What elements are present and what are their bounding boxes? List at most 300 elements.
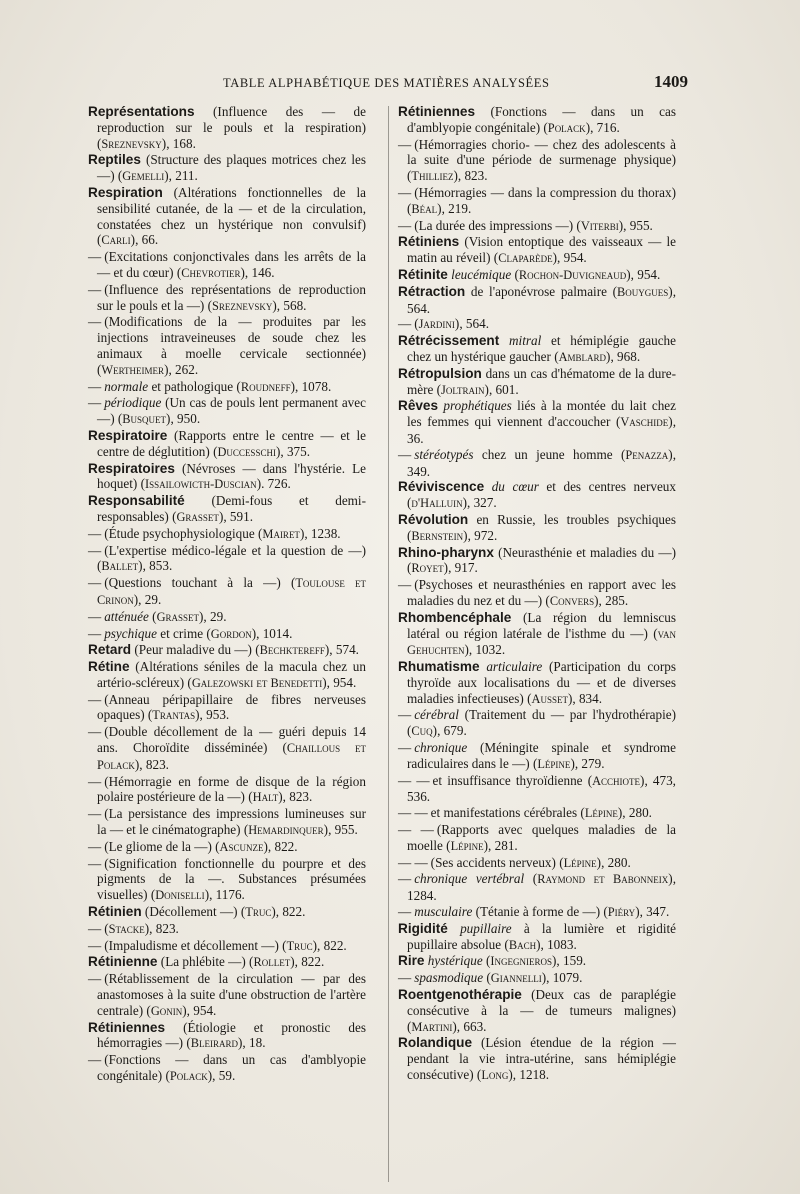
entry-reference: ), 280. xyxy=(596,854,631,870)
entry-text: (L'expertise médico-légale et la question de —) ( xyxy=(97,542,366,574)
index-subentry xyxy=(398,740,676,773)
entry-text: (Un cas de pouls lent permanent avec —) ( xyxy=(97,395,366,427)
page-number: 1409 xyxy=(654,72,688,91)
entry-text: (Lésion étendue de la région — pendant la vie intra-utérine, sans hémiplégie consécutive) ( xyxy=(407,1035,676,1083)
entry-dash: — xyxy=(398,184,412,200)
entry-author: Lépine xyxy=(450,838,484,853)
entry-headword: Respiratoire xyxy=(88,427,168,443)
index-subentry xyxy=(88,575,366,609)
entry-dash: — xyxy=(398,316,412,332)
entry-text: (Décollement —) ( xyxy=(141,904,246,920)
entry-italic: spasmodique xyxy=(414,970,484,986)
entry-dash: — — xyxy=(398,772,430,788)
entry-headword: Rhumatisme xyxy=(398,659,480,675)
entry-italic: périodique xyxy=(104,395,162,411)
entry-text: à la lumière et rigidité pupillaire absolue ( xyxy=(407,920,676,952)
entry-author: Bechktereff xyxy=(259,643,325,658)
entry-reference: ), 822. xyxy=(271,904,306,920)
entry-dash: — — xyxy=(398,854,428,870)
entry-author: Raymond et Babonneix xyxy=(537,872,669,887)
entry-author: van Gehuchten xyxy=(407,626,676,658)
entry-reference: ), 950. xyxy=(166,411,201,427)
entry-dash: — xyxy=(398,707,412,723)
entry-dash: — xyxy=(398,136,412,152)
entry-text: (Double décollement de la — guéri depuis 14 ans. Choroïdite disséminée) ( xyxy=(97,724,366,756)
entry-text: ( xyxy=(104,920,109,936)
entry-author: Gemelli xyxy=(122,169,165,184)
entry-author: Lépine xyxy=(563,855,597,870)
entry-headword: Rétiniennes xyxy=(88,1019,166,1035)
index-subentry xyxy=(88,609,366,626)
entry-reference: ), 954. xyxy=(182,1002,217,1018)
left-column xyxy=(88,104,366,1085)
index-subentry xyxy=(88,839,366,856)
entry-text: ( xyxy=(483,970,491,986)
entry-author: Bernstein xyxy=(411,528,464,543)
entry-reference: ), 823. xyxy=(278,789,313,805)
entry-reference: ), 954. xyxy=(322,674,357,690)
entry-text: (Hémorragies — dans la compression du thorax) ( xyxy=(407,184,676,216)
entry-reference: ), 347. xyxy=(635,904,670,920)
entry-author: Wertheimer xyxy=(101,362,165,377)
entry-dash: — xyxy=(398,446,412,462)
entry-author: Amblard xyxy=(558,349,607,364)
entry-author: Royet xyxy=(411,561,444,576)
entry-reference: ), 473, 536. xyxy=(407,772,676,805)
entry-author: Viterbi xyxy=(580,218,619,233)
entry-italic: chronique xyxy=(414,740,468,756)
entry-text: (Influence des — de reproduction sur le pouls et la respiration) ( xyxy=(97,104,366,151)
entry-author: Ascunze xyxy=(219,839,264,854)
entry-text: et des centres nerveux ( xyxy=(407,479,676,511)
entry-headword: Révolution xyxy=(398,511,469,527)
index-subentry xyxy=(398,970,676,987)
entry-headword: Retard xyxy=(88,642,132,658)
index-subentry xyxy=(398,185,676,218)
entry-headword: Respiratoires xyxy=(88,460,175,476)
index-entry xyxy=(398,284,676,317)
index-subentry xyxy=(88,938,366,955)
entry-text: (La persistance des impressions lumineuses sur la — et le cinématographe) ( xyxy=(97,806,366,838)
index-subentry xyxy=(88,626,366,643)
entry-dash: — xyxy=(88,1052,102,1068)
index-subentry xyxy=(88,314,366,378)
index-entry xyxy=(88,185,366,249)
entry-author: Truc xyxy=(245,905,272,920)
entry-author: Doniselli xyxy=(155,888,205,903)
entry-author: Issailowicth-Duscian xyxy=(144,477,257,492)
entry-reference: ), 219. xyxy=(437,200,472,216)
entry-author: Gonin xyxy=(150,1003,183,1018)
entry-dash: — xyxy=(88,281,102,297)
entry-text: dans un cas d'hématome de la dure-mère ( xyxy=(407,365,676,397)
entry-reference: ), 279. xyxy=(570,755,605,771)
entry-italic: pupillaire xyxy=(447,920,512,936)
entry-italic: hystérique xyxy=(424,953,483,969)
entry-author: Bouygues xyxy=(617,284,669,299)
entry-author: Polack xyxy=(169,1069,208,1084)
entry-text: (Altérations fonctionnelles de la sensibilité cutanée, de la — et de la circulation, constatées chez un hystérique non convulsif) ( xyxy=(97,184,366,248)
page-header xyxy=(88,72,688,92)
entry-reference: ), 1032. xyxy=(464,642,506,658)
entry-author: Stacke xyxy=(108,921,145,936)
entry-author: Piéry xyxy=(607,905,636,920)
entry-author: Bach xyxy=(508,937,537,952)
index-subentry xyxy=(88,543,366,576)
index-entry xyxy=(398,104,676,137)
entry-text: (La région du lemniscus latéral ou région latérale de l'isthme du —) ( xyxy=(407,609,676,641)
entry-reference: ), 564. xyxy=(407,283,676,316)
entry-text: (Étude psychophysiologique ( xyxy=(104,525,263,541)
entry-author: Grasset xyxy=(176,509,219,524)
entry-reference: ), 349. xyxy=(407,446,676,479)
index-subentry xyxy=(88,774,366,807)
entry-text: (Rapports avec quelques maladies de la moelle ( xyxy=(407,822,676,853)
entry-author: Lépine xyxy=(584,806,618,821)
entry-reference: ), 968. xyxy=(606,348,641,364)
entry-reference: ), 601. xyxy=(484,381,519,397)
entry-author: Rollet xyxy=(253,955,291,970)
entry-reference: ), 1176. xyxy=(204,887,245,903)
entry-headword: Rêves xyxy=(398,398,439,414)
entry-author: Martini xyxy=(411,1019,453,1034)
index-entry xyxy=(398,512,676,545)
entry-text: (Rapports entre le centre — et le centre de déglutition) ( xyxy=(97,427,366,459)
entry-dash: — xyxy=(88,525,102,541)
entry-author: Bleirard xyxy=(190,1036,239,1051)
entry-reference: ), 954. xyxy=(626,266,661,282)
index-entry xyxy=(398,953,676,970)
index-entry xyxy=(88,461,366,494)
entry-dash: — xyxy=(88,542,102,558)
entry-reference: ), 211. xyxy=(164,168,198,184)
entry-text: en Russie, les troubles psychiques ( xyxy=(407,511,676,543)
entry-reference: ), 1079. xyxy=(541,970,583,986)
entry-italic: mitral xyxy=(499,333,542,349)
entry-reference: ), 280. xyxy=(617,805,652,821)
index-subentry xyxy=(88,395,366,428)
index-subentry xyxy=(398,855,676,872)
entry-reference: ), 972. xyxy=(463,527,498,543)
entry-reference: ), 823. xyxy=(453,168,488,184)
entry-dash: — xyxy=(88,724,102,740)
entry-text: (Ses accidents nerveux) ( xyxy=(430,854,564,870)
index-entry xyxy=(398,921,676,954)
entry-text: (Altérations séniles de la macula chez un artério-scléreux) ( xyxy=(97,659,366,690)
entry-reference: ), 834. xyxy=(567,690,603,706)
index-subentry xyxy=(398,447,676,480)
index-subentry xyxy=(398,773,676,806)
entry-author: Toulouse et Crinon xyxy=(97,576,366,607)
entry-italic: cérébral xyxy=(414,707,459,723)
entry-text: (Questions touchant à la —) ( xyxy=(104,575,296,591)
index-subentry xyxy=(88,1052,366,1085)
index-subentry xyxy=(88,856,366,904)
entry-text: (Neurasthénie et maladies du —) ( xyxy=(407,544,676,576)
entry-text: (Demi-fous et demi-responsables) ( xyxy=(97,493,366,524)
entry-dash: — xyxy=(88,378,102,394)
entry-reference: ), 1238. xyxy=(299,525,341,541)
entry-author: Ballet xyxy=(101,559,139,574)
entry-headword: Rétinienne xyxy=(88,954,158,970)
entry-italic: psychique xyxy=(104,625,157,641)
entry-italic: articulaire xyxy=(479,659,543,675)
entry-reference: ), 59. xyxy=(207,1068,236,1084)
index-entry xyxy=(88,428,366,461)
entry-headword: Rétinien xyxy=(88,904,142,920)
entry-headword: Réviviscence xyxy=(398,479,485,495)
index-subentry xyxy=(398,822,676,855)
entry-text: (Méningite spinale et syndrome radiculaires dans le —) ( xyxy=(407,740,676,771)
entry-italic: chronique vertébral xyxy=(414,871,525,887)
entry-reference: ), 679. xyxy=(432,723,467,739)
entry-text: (Tétanie à forme de —) ( xyxy=(472,904,608,920)
entry-author: Rochon-Duvigneaud xyxy=(518,267,627,282)
entry-author: Roudneff xyxy=(240,379,291,394)
entry-headword: Représentations xyxy=(88,104,195,119)
index-entry xyxy=(88,904,366,921)
entry-author: Galezowski et Benedetti xyxy=(191,675,323,690)
entry-dash: — xyxy=(398,217,412,233)
entry-author: Béal xyxy=(411,201,438,216)
entry-text: ( xyxy=(148,608,157,624)
entry-dash: — xyxy=(88,920,102,936)
entry-headword: Rétrécissement xyxy=(398,333,500,349)
entry-text: (Modifications de la — produites par les injections intraveineuses de soude chez les animaux à moelle cervicale sectionnée) ( xyxy=(97,314,366,377)
entry-reference: ), 823. xyxy=(144,920,179,936)
entry-headword: Rétiniens xyxy=(398,234,460,250)
entry-author: Carli xyxy=(101,233,131,248)
entry-dash: — xyxy=(88,971,102,987)
entry-reference: ), 1083. xyxy=(536,936,577,952)
entry-text: (Traitement du — par l'hydrothérapie) ( xyxy=(407,707,676,739)
entry-dash: — xyxy=(88,773,102,789)
entry-reference: ), 564. xyxy=(454,316,489,332)
entry-text: de l'aponévrose palmaire ( xyxy=(465,283,618,299)
index-subentry xyxy=(88,971,366,1019)
entry-text: ( xyxy=(414,316,419,332)
entry-reference: ), 1218. xyxy=(508,1067,550,1083)
entry-text: (Influence des représentations de reproduction sur le pouls et la —) ( xyxy=(97,281,366,313)
entry-reference: ), 375. xyxy=(275,443,311,459)
index-entry xyxy=(88,659,366,692)
entry-author: Polack xyxy=(547,120,586,135)
entry-dash: — xyxy=(88,838,102,854)
entry-author: Ausset xyxy=(531,691,568,706)
entry-reference: ), 18. xyxy=(238,1035,266,1051)
entry-text: (Participation du corps thyroïde aux localisations du — et de diverses maladies infectieuses) ( xyxy=(407,659,676,706)
entry-text: (La durée des impressions —) ( xyxy=(414,217,581,233)
entry-dash: — xyxy=(88,691,102,707)
entry-text: (Névroses — dans l'hystérie. Le hoquet) ( xyxy=(97,460,366,492)
entry-author: Cuq xyxy=(411,724,433,739)
entry-text: et manifestations cérébrales ( xyxy=(430,805,585,821)
entry-author: Halt xyxy=(252,790,279,805)
entry-author: Acchiote xyxy=(592,773,641,788)
entry-headword: Rétraction xyxy=(398,283,466,299)
entry-reference: ), 917. xyxy=(443,560,478,576)
entry-reference: ), 66. xyxy=(130,232,159,248)
entry-italic: stéréotypés xyxy=(414,446,474,462)
entry-headword: Rhino-pharynx xyxy=(398,544,494,560)
entry-reference: ), 853. xyxy=(138,558,173,574)
index-subentry xyxy=(88,692,366,725)
index-subentry xyxy=(398,904,676,921)
entry-author: Convers xyxy=(549,593,595,608)
entry-text: (Structure des plaques motrices chez les —) ( xyxy=(97,152,366,184)
entry-author: Long xyxy=(481,1068,509,1083)
entry-text: (Peur maladive du —) ( xyxy=(131,642,260,658)
index-entry xyxy=(88,104,366,152)
index-subentry xyxy=(398,218,676,235)
entry-headword: Roentgenothérapie xyxy=(398,987,522,1003)
entry-text: (Fonctions — dans un cas d'amblyopie congénitale) ( xyxy=(97,1052,366,1084)
entry-text: (Le gliome de la —) ( xyxy=(104,838,220,854)
entry-author: d'Halluin xyxy=(411,496,463,511)
entry-text: (Excitations conjonctivales dans les arrêts de la — et du cœur) ( xyxy=(97,249,366,280)
entry-author: Trantas xyxy=(152,708,196,723)
entry-headword: Rétine xyxy=(88,659,130,675)
index-entry xyxy=(88,1020,366,1053)
entry-text: (La phlébite —) ( xyxy=(157,954,254,970)
entry-dash: — xyxy=(398,577,412,593)
entry-text: (Vision entoptique des vaisseaux — le matin au réveil) ( xyxy=(407,234,676,266)
entry-italic: musculaire xyxy=(414,904,473,920)
entry-reference: ), 716. xyxy=(585,119,620,135)
entry-italic: prophétiques xyxy=(438,398,512,414)
entry-dash: — — xyxy=(398,822,434,838)
entry-italic: atténuée xyxy=(104,608,149,624)
entry-text: (Fonctions — dans un cas d'amblyopie congénitale) ( xyxy=(407,104,676,135)
entry-dash: — xyxy=(88,806,102,822)
index-entry xyxy=(398,545,676,578)
entry-dash: — xyxy=(398,871,412,887)
right-column xyxy=(398,104,676,1084)
entry-dash: — xyxy=(88,937,102,953)
entry-headword: Respiration xyxy=(88,184,163,200)
entry-dash: — — xyxy=(398,805,428,821)
index-subentry xyxy=(88,249,366,282)
entry-reference: ), 822. xyxy=(312,937,347,953)
entry-dash: — xyxy=(88,625,102,641)
index-subentry xyxy=(398,137,676,185)
entry-author: Joltrain xyxy=(441,382,485,397)
index-subentry xyxy=(88,921,366,938)
entry-author: Lépine xyxy=(537,756,571,771)
entry-text: et crime ( xyxy=(156,625,211,641)
entry-reference: ), 591. xyxy=(218,508,254,524)
entry-text: ( xyxy=(524,871,538,887)
index-entry xyxy=(398,267,676,284)
entry-text: et insuffisance thyroïdienne ( xyxy=(432,772,593,788)
entry-text: (Psychoses et neurasthénies en rapport avec les maladies du nez et du —) ( xyxy=(407,577,676,608)
index-entry xyxy=(88,642,366,659)
entry-author: Jardini xyxy=(418,317,455,332)
entry-author: Chevrotier xyxy=(181,265,241,280)
entry-reference: ), 29. xyxy=(133,591,162,607)
index-entry xyxy=(398,333,676,366)
index-entry xyxy=(398,366,676,399)
entry-reference: ), 663. xyxy=(452,1018,487,1034)
index-entry xyxy=(88,954,366,971)
entry-text: et hémiplégie gauche chez un hystérique gaucher ( xyxy=(407,333,676,364)
entry-dash: — xyxy=(398,904,412,920)
index-subentry xyxy=(398,805,676,822)
entry-reference: ), 262. xyxy=(164,361,199,377)
entry-reference: ), 955. xyxy=(618,217,653,233)
index-entry xyxy=(398,659,676,707)
entry-dash: — xyxy=(88,395,102,411)
entry-reference: ), 954. xyxy=(552,250,587,266)
index-entry xyxy=(398,234,676,267)
entry-reference: ), 823. xyxy=(134,756,169,772)
index-entry xyxy=(398,610,676,659)
entry-italic: leucémique xyxy=(447,266,512,282)
running-title: TABLE ALPHABÉTIQUE DES MATIÈRES ANALYSÉES xyxy=(223,76,550,90)
entry-reference: ), 36. xyxy=(407,414,676,446)
entry-reference: ), 168. xyxy=(161,135,196,151)
entry-author: Ingegnieros xyxy=(490,954,553,969)
entry-text: ( xyxy=(511,266,519,282)
entry-author: Mairet xyxy=(262,526,300,541)
entry-headword: Rhombencéphale xyxy=(398,609,512,625)
index-subentry xyxy=(398,871,676,904)
entry-reference: ), 327. xyxy=(462,495,497,511)
entry-text: (Signification fonctionnelle du pourpre et des pigments de la —. Substances présumées visuelles) ( xyxy=(97,855,366,903)
index-entry xyxy=(398,1035,676,1083)
index-entry xyxy=(398,987,676,1035)
index-subentry xyxy=(398,577,676,610)
entry-author: Sreznevsky xyxy=(101,136,162,151)
entry-dash: — xyxy=(88,608,102,624)
index-entry xyxy=(398,479,676,512)
entry-reference: ), 159. xyxy=(552,953,587,969)
index-subentry xyxy=(88,282,366,315)
index-entry xyxy=(88,152,366,185)
entry-text: liés à la montée du lait chez les femmes qui viennent d'accoucher ( xyxy=(407,398,676,430)
entry-reference: ). 726. xyxy=(256,476,291,492)
entry-author: Hemardinquer xyxy=(248,823,324,838)
entry-author: Busquet xyxy=(122,412,167,427)
entry-author: Chaillous et Polack xyxy=(97,741,366,772)
entry-text: ( xyxy=(482,953,491,969)
entry-reference: ), 568. xyxy=(272,297,307,313)
entry-headword: Rolandique xyxy=(398,1035,473,1051)
entry-reference: ), 1014. xyxy=(251,625,293,641)
entry-author: Penazza xyxy=(625,447,669,462)
entry-reference: ), 29. xyxy=(199,608,227,624)
entry-headword: Rétiniennes xyxy=(398,104,476,119)
entry-reference: ), 953. xyxy=(195,707,230,723)
entry-reference: ), 574. xyxy=(324,642,359,658)
entry-reference: ), 285. xyxy=(594,592,629,608)
entry-dash: — xyxy=(88,249,102,265)
entry-dash: — xyxy=(398,740,412,756)
entry-text: (Étiologie et pronostic des hémorragies —) ( xyxy=(97,1019,366,1051)
entry-author: Truc xyxy=(286,938,313,953)
entry-author: Gordon xyxy=(210,626,252,641)
entry-author: Giannelli xyxy=(490,971,542,986)
entry-text: (Hémorragie en forme de disque de la région polaire postérieure de la —) ( xyxy=(97,773,366,805)
entry-reference: ), 822. xyxy=(263,838,298,854)
entry-italic: normale xyxy=(104,378,149,394)
entry-italic: du cœur xyxy=(484,479,539,495)
entry-headword: Rigidité xyxy=(398,920,448,936)
entry-author: Claparède xyxy=(498,251,553,266)
entry-reference: ), 281. xyxy=(483,837,518,853)
column-divider xyxy=(388,106,389,1182)
entry-reference: ), 1078. xyxy=(290,378,332,394)
